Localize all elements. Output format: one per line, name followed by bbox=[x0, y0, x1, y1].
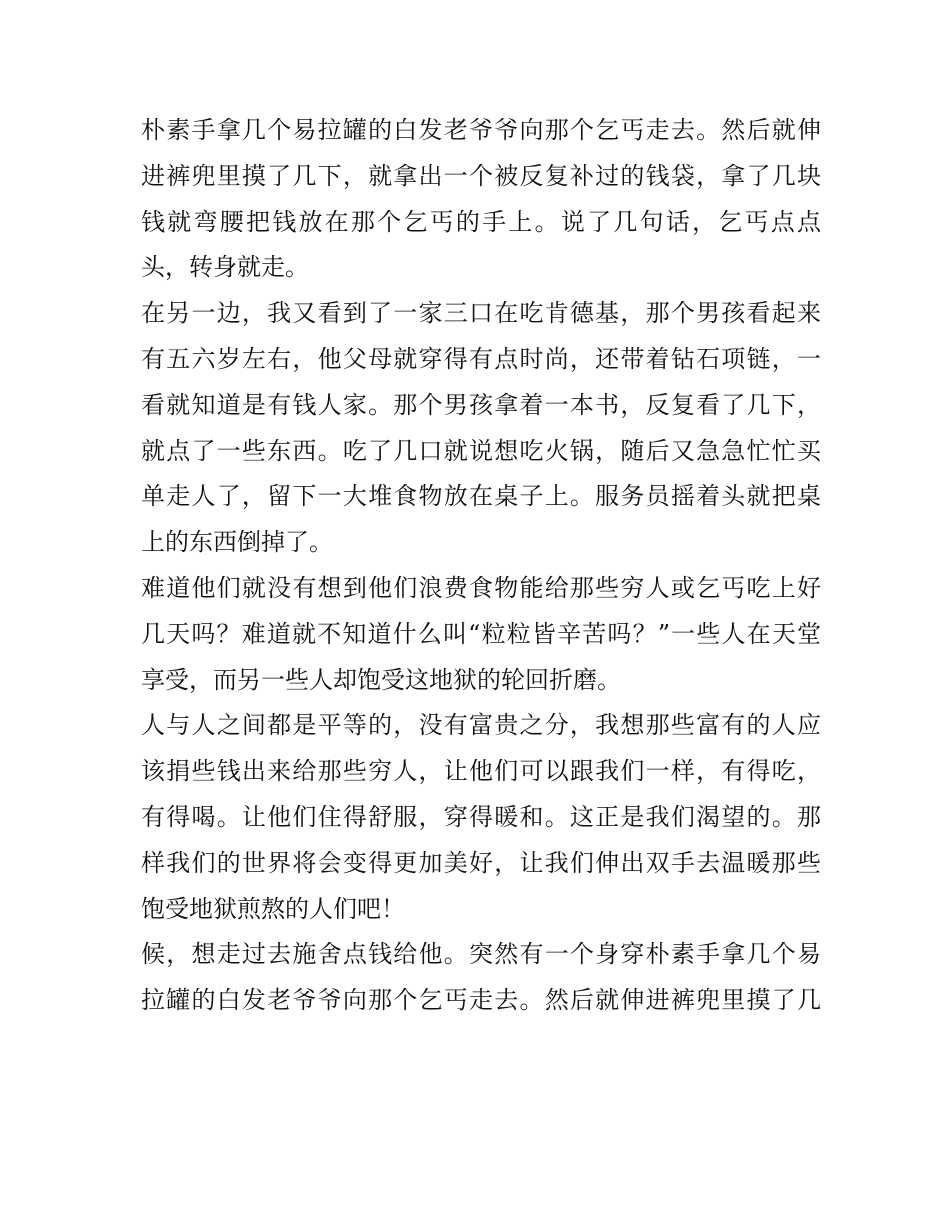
text-line: 样我们的世界将会变得更加美好，让我们伸出双手去温暖那些 bbox=[141, 848, 821, 877]
text-line: 人与人之间都是平等的，没有富贵之分，我想那些富有的人应 bbox=[141, 711, 821, 740]
text-line: 候，想走过去施舍点钱给他。突然有一个身穿朴素手拿几个易 bbox=[141, 940, 821, 969]
text-line: 拉罐的白发老爷爷向那个乞丐走去。然后就伸进裤兜里摸了几 bbox=[141, 986, 821, 1015]
text-line: 朴素手拿几个易拉罐的白发老爷爷向那个乞丐走去。然后就伸 bbox=[141, 116, 821, 144]
text-line: 享受，而另一些人却饱受这地狱的轮回折磨。 bbox=[141, 665, 621, 694]
text-line: 有得喝。让他们住得舒服，穿得暖和。这正是我们渴望的。那 bbox=[141, 802, 821, 831]
text-line: 在另一边，我又看到了一家三口在吃肯德基，那个男孩看起来 bbox=[141, 299, 821, 328]
text-line: 单走人了，留下一大堆食物放在桌子上。服务员摇着头就把桌 bbox=[141, 482, 821, 511]
text-line: 该捐些钱出来给那些穷人，让他们可以跟我们一样，有得吃， bbox=[141, 757, 821, 786]
text-line: 几天吗？难道就不知道什么叫“粒粒皆辛苦吗？”一些人在天堂 bbox=[141, 619, 821, 648]
text-line: 有五六岁左右，他父母就穿得有点时尚，还带着钻石项链，一 bbox=[141, 344, 821, 373]
text-line: 就点了一些东西。吃了几口就说想吃火锅，随后又急急忙忙买 bbox=[141, 436, 821, 465]
document-body bbox=[141, 108, 821, 1024]
text-line: 进裤兜里摸了几下，就拿出一个被反复补过的钱袋，拿了几块 bbox=[141, 161, 821, 190]
text-line: 难道他们就没有想到他们浪费食物能给那些穷人或乞丐吃上好 bbox=[141, 573, 821, 602]
text-line: 头，转身就走。 bbox=[141, 253, 309, 282]
text-line: 钱就弯腰把钱放在那个乞丐的手上。说了几句话，乞丐点点 bbox=[141, 207, 821, 236]
text-line: 饱受地狱煎熬的人们吧！ bbox=[141, 894, 405, 923]
text-line: 看就知道是有钱人家。那个男孩拿着一本书，反复看了几下， bbox=[141, 390, 821, 419]
text-line: 上的东西倒掉了。 bbox=[141, 528, 333, 557]
